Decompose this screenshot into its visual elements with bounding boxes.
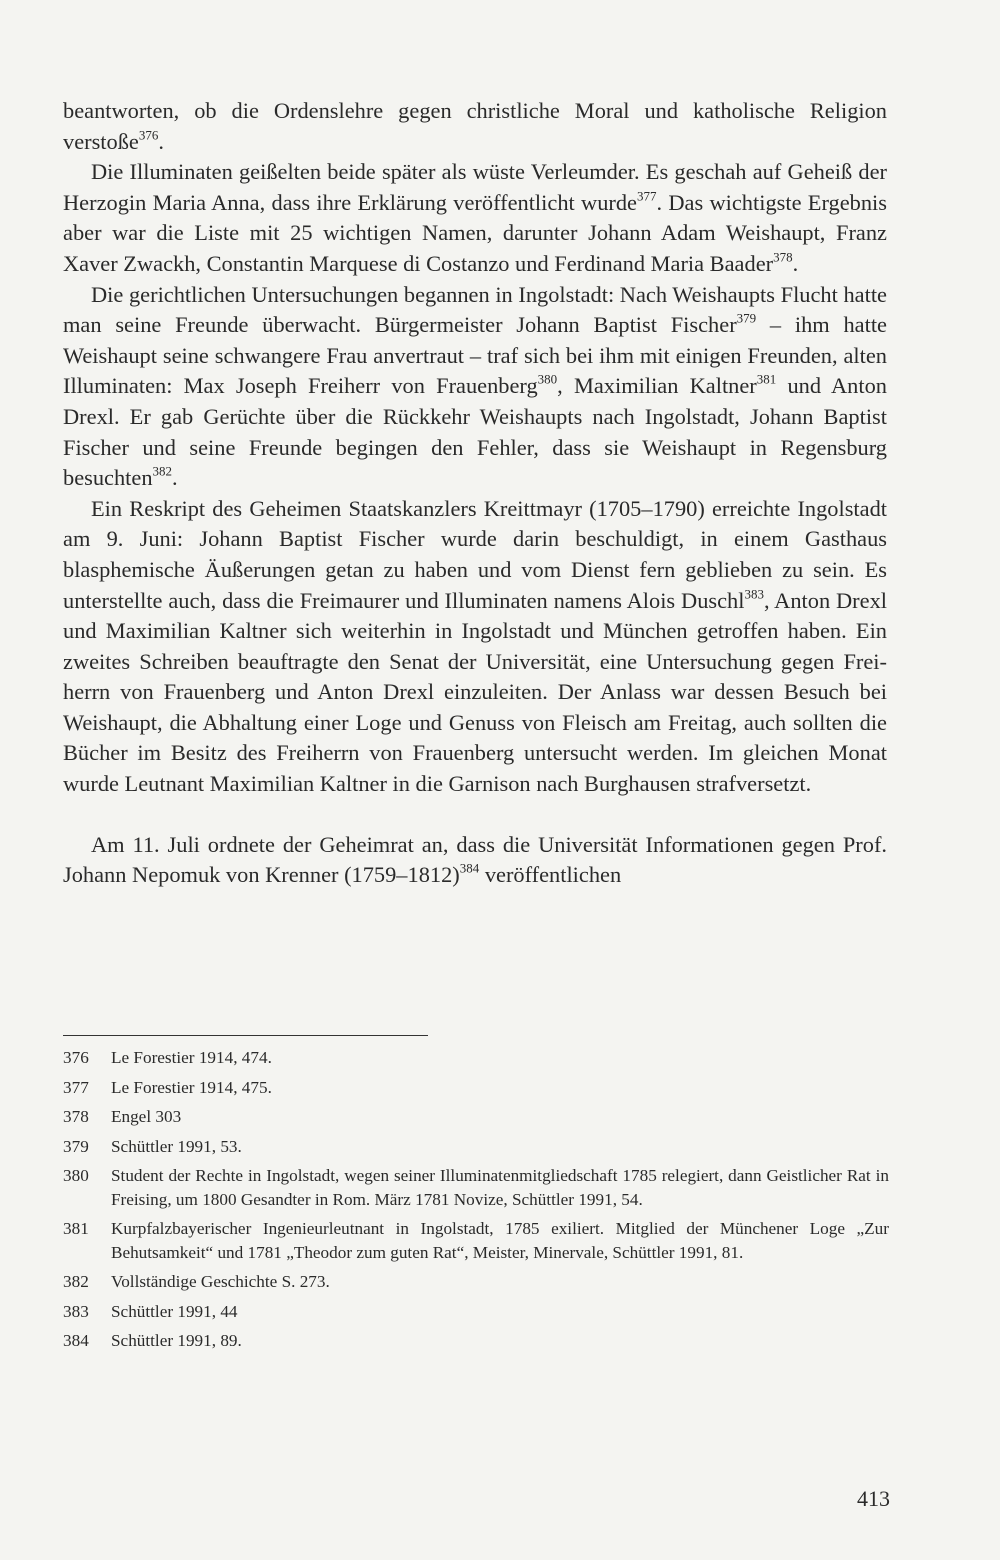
paragraph-2 xyxy=(63,157,887,279)
footnote-number: 377 xyxy=(63,1077,89,1097)
footnote-ref: 384 xyxy=(459,860,480,876)
footnotes xyxy=(63,1046,889,1359)
footnote-number: 382 xyxy=(63,1272,89,1291)
page-number: 413 xyxy=(857,1486,890,1511)
footnote xyxy=(63,1105,889,1129)
footnote-text: Kurpfalzbayerischer Ingenieurleutnant in Ingolstadt, 1785 exiliert. Mitglied der Münchener Loge „Zur Behutsamkeit“ und 1781 „Theodor zum guten Rat“, Meister, Minervale, Schüttler 1991, 81. xyxy=(111,1219,889,1262)
paragraph-3 xyxy=(63,280,887,494)
footnote-ref: 379 xyxy=(736,310,757,326)
footnote-ref: 382 xyxy=(152,463,173,479)
footnote-ref: 377 xyxy=(636,188,657,204)
footnote xyxy=(63,1270,889,1294)
footnote-ref: 380 xyxy=(537,372,558,387)
footnote-text: Engel 303 xyxy=(111,1107,182,1126)
footnote xyxy=(63,1076,889,1100)
footnote xyxy=(63,1164,889,1211)
footnote xyxy=(63,1300,889,1324)
text-run: – ihm hatte Weishaupt seine schwangere Frau anvertraut – traf sich bei ihm mit einigen Freunden, alten Illuminaten: Max Joseph Freiherr von Frauenberg xyxy=(63,312,887,399)
text-run: , Maximilian Kaltner xyxy=(557,373,757,399)
footnote-text: Schüttler 1991, 89. xyxy=(111,1331,242,1350)
footnote-ref: 383 xyxy=(744,586,764,602)
footnote-ref: 378 xyxy=(773,249,793,265)
text-run: Ein Reskript des Geheimen Staatskanzlers Kreittmayr (1705–1790) erreichte Ingolstadt am 9. Juni: Johann Baptist Fischer wurde darin beschuldigt, in einem Gasthaus blasphemische Äußerungen getan zu haben und vom Dienst fern geblieben zu sein. Es unterstellte auch, dass die Freimaurer und Illuminaten namens Alois Duschl xyxy=(63,495,887,613)
text-run: Die gerichtlichen Untersuchungen begannen in Ingolstadt: Nach Weishaupts Flucht hatte man seine Freunde überwacht. Bürgermeister Johann Baptist Fischer xyxy=(63,281,887,338)
footnote-number: 379 xyxy=(63,1136,89,1156)
text-run: Die Illuminaten geißelten beide später als wüste Verleumder. Es geschah auf Geheiß der Herzogin Maria Anna, dass ihre Erklärung veröffentlicht wurde xyxy=(63,159,887,215)
text-run: Am 11. Juli ordnete der Geheimrat an, dass die Universität Informationen gegen Prof. Johann Nepomuk von Krenner (1759–1812) xyxy=(63,831,887,888)
footnote xyxy=(63,1329,889,1353)
footnote-ref: 376 xyxy=(138,127,159,143)
footnote-text: Schüttler 1991, 53. xyxy=(111,1136,242,1156)
text-run: . Das wichtigste Ergebnis aber war die Liste mit 25 wichtigen Namen, darunter Johann Adam Weishaupt, Franz Xaver Zwackh, Constantin Marquese di Costanzo und Ferdinand Maria Baader xyxy=(63,189,887,276)
text-run: . xyxy=(172,465,178,491)
footnote-text: Le Forestier 1914, 474. xyxy=(111,1048,272,1067)
footnote xyxy=(63,1217,889,1264)
footnote-number: 380 xyxy=(63,1166,89,1185)
main-text xyxy=(63,96,887,891)
footnote-number: 384 xyxy=(63,1331,89,1350)
paragraph-5 xyxy=(63,830,887,891)
footnote-text: Student der Rechte in Ingolstadt, wegen seiner Illuminatenmitgliedschaft 1785 relegiert, dann Geistlicher Rat in Freising, um 1800 Gesandter in Rom. März 1781 Novize, Schüttler 1991, 54. xyxy=(111,1166,889,1209)
footnote-number: 381 xyxy=(63,1219,89,1238)
text-run: . xyxy=(792,250,799,276)
text-run: veröffentlichen xyxy=(479,862,622,888)
footnote-text: Schüttler 1991, 44 xyxy=(111,1301,238,1321)
footnote-text: Vollständige Geschichte S. 273. xyxy=(111,1272,330,1291)
footnote-number: 378 xyxy=(63,1107,89,1126)
text-run: und Anton Drexl. Er gab Gerüchte über die Rückkehr Weishaupts nach Ingolstadt, Johann Baptist Fischer und seine Freunde begingen den Fehler, dass sie Weishaupt in Regensburg besuchten xyxy=(63,373,887,491)
paragraph-4 xyxy=(63,494,887,800)
footnote xyxy=(63,1046,889,1070)
footnote-ref: 381 xyxy=(756,372,777,387)
footnote-number: 376 xyxy=(63,1048,89,1067)
footnote xyxy=(63,1135,889,1159)
text-run: beantworten, ob die Ordenslehre gegen christliche Moral und katholische Religion verstoße xyxy=(63,98,887,154)
footnote-text: Le Forestier 1914, 475. xyxy=(111,1077,272,1097)
text-run: . xyxy=(158,128,164,154)
text-run: , Anton Drexl und Maximilian Kaltner sich weiterhin in Ingolstadt und München getroffen haben. Ein zweites Schreiben beauftragte den Senat der Universität, eine Untersuchung gegen Freiherrn von Frauenberg und Anton Drexl einzuleiten. Der Anlass war dessen Besuch bei Weishaupt, die Abhaltung einer Loge und Genuss von Fleisch am Freitag, auch sollten die Bücher im Besitz des Freiherrn von Frauenberg untersucht werden. Im gleichen Monat wurde Leutnant Maximilian Kaltner in die Garnison nach Burghausen strafversetzt. xyxy=(63,587,887,797)
paragraph-1 xyxy=(63,96,887,157)
footnote-number: 383 xyxy=(63,1301,89,1321)
footnote-divider xyxy=(63,1035,428,1036)
